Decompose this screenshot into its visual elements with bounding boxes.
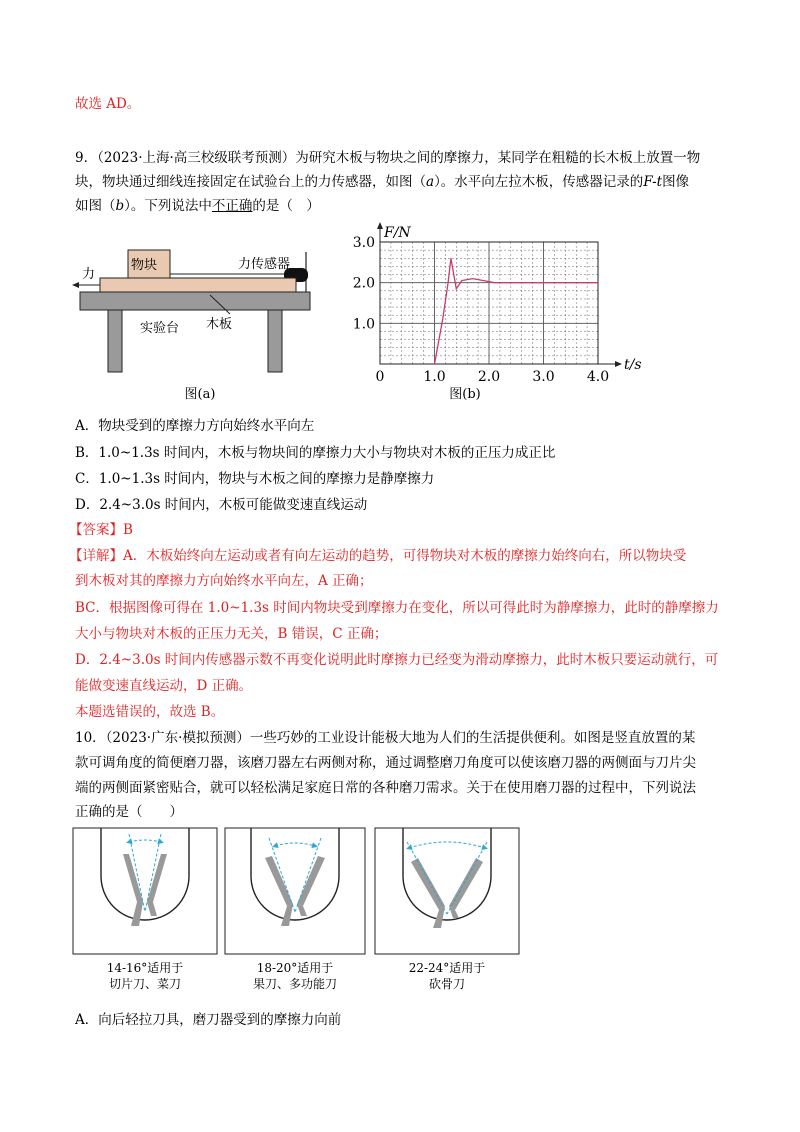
x-tick-label: 2.0	[477, 369, 501, 385]
q9-stem-text: 的是（ ）	[252, 198, 320, 214]
q9-stem-text: 块，物块通过细线连接固定在试验台上的力传感器，如图（	[75, 174, 426, 190]
x-tick-label: 3.0	[532, 369, 555, 385]
q9-fig-b-ref: b	[115, 198, 125, 214]
q9-figure-b-caption: 图(b)	[449, 387, 481, 402]
q9-ft-ref: F-t	[643, 174, 663, 190]
y-axis-arrow	[377, 222, 383, 229]
sharpener-panel-2	[225, 828, 365, 954]
q9-stem-line-2	[75, 172, 689, 192]
q9-stem-text: ）。水平向左拉木板，传感器记录的	[434, 174, 644, 190]
table-leg-left	[108, 310, 122, 372]
table-label: 实验台	[140, 321, 180, 336]
q9-explain-line-2: 到木板对其的摩擦力方向始终水平向左，A 正确；	[75, 573, 373, 589]
q9-explain-line-5: D．2.4~3.0s 时间内传感器示数不再变化说明此时摩擦力已经变为滑动摩擦力，此时木板只要运动就行，可	[75, 652, 719, 668]
q10-stem-line-3: 端的两侧面紧密贴合，就可以轻松满足家庭日常的各种磨刀需求。关于在使用磨刀器的过程中，下列说法	[75, 780, 696, 796]
force-arrow-head	[72, 282, 79, 288]
q9-stem-text: 图像	[662, 174, 690, 190]
x-tick-label: 1.0	[423, 369, 446, 385]
q9-figure-a-caption: 图(a)	[184, 387, 216, 402]
q9-not-correct-emphasis: 不正确	[211, 198, 253, 214]
y-axis-label: F/N	[384, 225, 411, 241]
q9-option-b: B．1.0~1.3s 时间内，木板与物块间的摩擦力大小与物块对木板的正压力成正比	[75, 445, 556, 461]
board-label: 木板	[206, 317, 233, 332]
board-shape	[100, 278, 296, 292]
x-axis-label: t/s	[624, 357, 642, 373]
q10-stem-line-4: 正确的是（ ）	[75, 804, 183, 820]
panel-2-caption-line-1: 18-20°适用于	[256, 961, 334, 975]
sharpener-panel-3	[375, 828, 519, 954]
y-tick-label: 2.0	[352, 275, 375, 292]
sensor-label: 力传感器	[238, 257, 291, 272]
x-axis-arrow	[615, 361, 622, 367]
previous-conclusion: 故选 AD。	[75, 96, 141, 112]
panel-2-caption	[228, 960, 362, 992]
panel-3-caption	[380, 960, 514, 992]
q9-option-c: C．1.0~1.3s 时间内，物块与木板之间的摩擦力是静摩擦力	[75, 471, 435, 487]
q9-figure-a	[70, 238, 330, 378]
panel-1-caption-line-2: 切片刀、菜刀	[108, 977, 181, 991]
q9-option-d: D．2.4~3.0s 时间内，木板可能做变速直线运动	[75, 497, 368, 513]
q10-stem-line-2: 款可调角度的简便磨刀器，该磨刀器左右两侧对称，通过调整磨刀角度可以使该磨刀器的两侧面与刀片尖	[75, 755, 696, 771]
panel-3-caption-line-1: 22-24°适用于	[408, 961, 486, 975]
panel-3-caption-line-2: 砍骨刀	[428, 977, 465, 991]
q10-stem-line-1: 10．（2023·广东·模拟预测）一些巧妙的工业设计能极大地为人们的生活提供便利。如图是竖直放置的某	[75, 730, 696, 746]
table-top	[80, 292, 310, 310]
q9-explain-line-6: 能做变速直线运动，D 正确。	[75, 678, 253, 694]
table-leg-right	[268, 310, 282, 372]
panel-1-caption-line-1: 14-16°适用于	[106, 961, 184, 975]
force-curve	[435, 258, 599, 364]
q9-answer: 【答案】B	[69, 522, 133, 538]
q9-stem-line-3	[75, 196, 320, 216]
sharpener-panel-1	[73, 828, 217, 954]
q10-option-a: A．向后轻拉刀具，磨刀器受到的摩擦力向前	[75, 1012, 342, 1028]
block-label: 物块	[131, 258, 158, 273]
q9-option-a: A．物块受到的摩擦力方向始终水平向左	[75, 418, 315, 434]
q9-stem-text: ）。下列说法中	[124, 198, 212, 214]
q9-explain-line-1: 【详解】A．木板始终向左运动或者有向左运动的趋势，可得物块对木板的摩擦力始终向右，所以物块受	[69, 548, 687, 564]
x-tick-label: 0	[375, 369, 385, 385]
q10-sharpener-figures	[73, 828, 523, 956]
q9-stem-text: 如图（	[75, 198, 116, 214]
q9-explain-line-7: 本题选错误的，故选 B。	[75, 704, 225, 720]
y-tick-label: 1.0	[352, 316, 375, 333]
q9-explain-line-3: BC．根据图像可得在 1.0~1.3s 时间内物块受到摩擦力在变化，所以可得此时为静摩擦力，此时的静摩擦力	[75, 600, 719, 616]
force-label: 力	[82, 267, 96, 282]
q9-stem-line-1: 9．（2023·上海·高三校级联考预测）为研究木板与物块之间的摩擦力，某同学在粗糙的长木板上放置一物	[75, 150, 701, 166]
x-tick-label: 4.0	[586, 369, 610, 385]
panel-2-caption-line-2: 果刀、多功能刀	[252, 977, 337, 991]
q9-figure-b-chart	[345, 218, 642, 388]
q9-explain-line-4: 大小与物块对木板的正压力无关，B 错误，C 正确；	[75, 626, 388, 642]
q9-fig-a-ref: a	[426, 174, 435, 190]
y-tick-label: 3.0	[352, 235, 375, 251]
panel-1-caption	[78, 960, 212, 992]
